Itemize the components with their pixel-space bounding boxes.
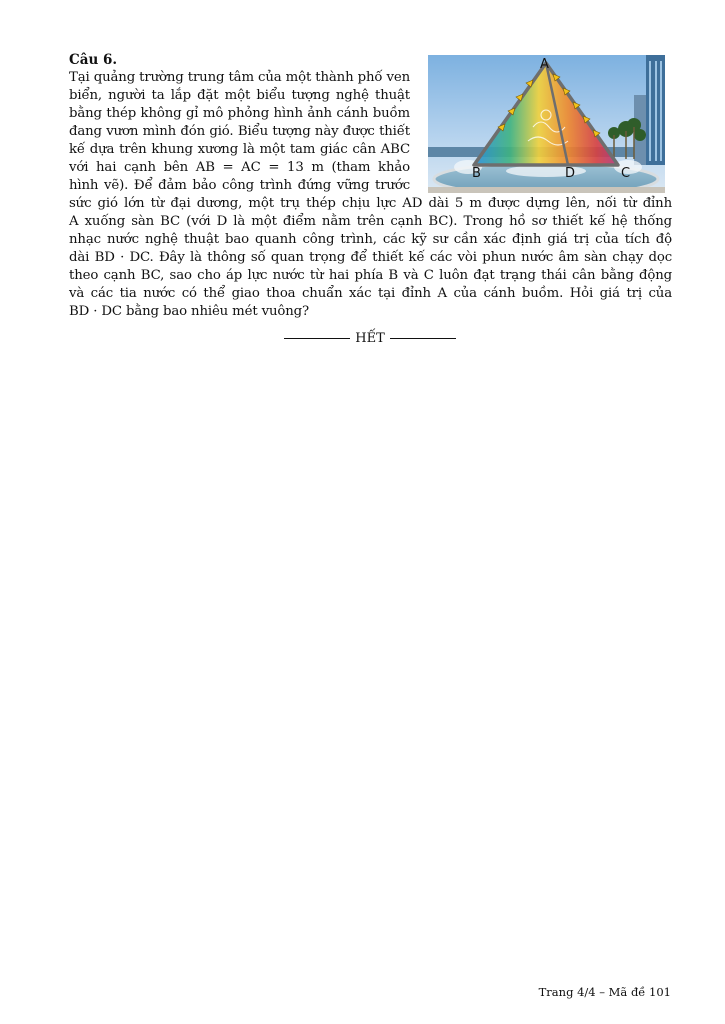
question-line-2: biển, người ta lắp đặt một biểu tượng nghệ thuật bbox=[69, 88, 410, 103]
label-b: B bbox=[472, 166, 481, 181]
question-line-4: đang vươn mình đón gió. Biểu tượng này được thiết bbox=[69, 124, 410, 139]
label-a: A bbox=[540, 57, 549, 72]
end-rule-left bbox=[284, 338, 350, 339]
question-line-6: với hai cạnh bên AB = AC = 13 m (tham khảo bbox=[69, 160, 410, 175]
question-line-7: hình vẽ). Để đảm bảo công trình đứng vững trước bbox=[69, 178, 410, 193]
question-line-10: nhạc nước nghệ thuật bao quanh công trình, các kỹ sư cần xác định giá trị của tích độ bbox=[69, 232, 672, 247]
page-footer: Trang 4/4 – Mã đề 101 bbox=[538, 985, 671, 999]
question-line-5: kế dựa trên khung xương là một tam giác cân ABC bbox=[69, 142, 410, 157]
question-line-9: A xuống sàn BC (với D là một điểm nằm trên cạnh BC). Trong hồ sơ thiết kế hệ thống bbox=[69, 214, 672, 229]
question-line-8: sức gió lớn từ đại dương, một trụ thép chịu lực AD dài 5 m được dựng lên, nối từ đỉnh bbox=[69, 196, 672, 211]
end-marker-text: HẾT bbox=[355, 331, 385, 346]
question-line-1: Tại quảng trường trung tâm của một thành phố ven bbox=[69, 70, 410, 85]
question-line-12: theo cạnh BC, sao cho áp lực nước từ hai phía B và C luôn đạt trạng thái cân bằng động bbox=[69, 268, 672, 283]
label-c: C bbox=[621, 166, 631, 181]
sail-sculpture-figure bbox=[428, 55, 665, 193]
question-line-13: và các tia nước có thể giao thoa chuẩn xác tại đỉnh A của cánh buồm. Hỏi giá trị của bbox=[69, 286, 672, 301]
question-line-3: bằng thép không gỉ mô phỏng hình ảnh cánh buồm bbox=[69, 106, 410, 121]
end-rule-right bbox=[390, 338, 456, 339]
question-line-11: dài BD · DC. Đây là thông số quan trọng để thiết kế các vòi phun nước âm sàn chạy dọc bbox=[69, 250, 672, 265]
end-marker bbox=[279, 331, 461, 347]
label-d: D bbox=[565, 166, 576, 181]
question-line-14: BD · DC bằng bao nhiêu mét vuông? bbox=[69, 304, 310, 319]
question-title: Câu 6. bbox=[69, 52, 118, 68]
